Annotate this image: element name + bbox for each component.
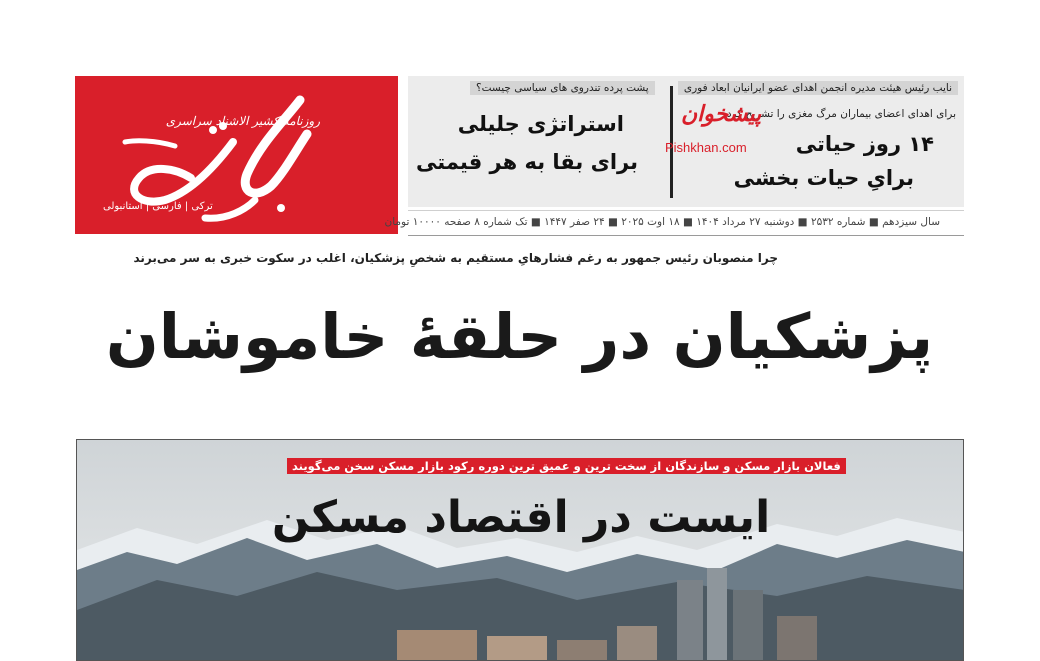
photo-story-headline[interactable]: ایست در اقتصاد مسکن <box>271 492 771 543</box>
teaser-left-line1[interactable]: استراتژی جلیلی <box>457 112 624 136</box>
issue-dateline <box>384 210 964 236</box>
masthead-sections[interactable]: ترکی | فارسی | استانبولی <box>103 201 213 212</box>
teaser-right-line1[interactable]: ۱۴ روز حیاتی <box>795 132 934 156</box>
teaser-right-sub: برای اهدای اعضای بیماران مرگ مغزی را تشریح کرد <box>726 108 956 120</box>
masthead-logo-box[interactable] <box>75 76 398 234</box>
watermark-fa: پیشخوان <box>681 102 762 127</box>
lead-super-headline[interactable]: چرا منصوبان رئیس جمهور به رغم فشارهایِ مستقیم به شخصِ پزشکیان، اغلب در سکوت خبری به سر می‌برند <box>133 251 778 265</box>
teaser-right-kicker[interactable]: نایب رئیس هیئت مدیره انجمن اهدای عضو ایرانیان ابعاد فوری <box>678 81 958 95</box>
lead-headline[interactable]: پزشکیان در حلقهٔ خاموشان <box>105 300 934 373</box>
teaser-left-kicker[interactable]: پشت پرده تندروی های سیاسی چیست؟ <box>470 81 655 95</box>
watermark-en: Pishkhan.com <box>665 140 747 155</box>
photo-story[interactable] <box>76 439 964 661</box>
teaser-left-line2[interactable]: برای بقا به هر قیمتی <box>416 150 638 174</box>
dateline-text: سال سیزدهم ■ شماره ۲۵۳۲ ■ دوشنبه ۲۷ مرداد ۱۴۰۴ ■ ۱۸ اوت ۲۰۲۵ ■ ۲۴ صفر ۱۴۴۷ ■ تک شماره ۸ صفحه ۱۰۰۰۰ تومان <box>384 216 940 228</box>
masthead-tagline: روزنامه کشیر الاشناد سراسری <box>165 114 320 128</box>
teaser-bar <box>408 76 964 207</box>
pishkhan-watermark <box>665 102 765 160</box>
teaser-right-line2[interactable]: برایِ حیات بخشی <box>733 166 914 190</box>
photo-story-kicker[interactable]: فعالان بازار مسکن و سازندگان از سخت ترین و عمیق ترین دوره رکود بازار مسکن سخن می‌گویند <box>287 458 846 474</box>
